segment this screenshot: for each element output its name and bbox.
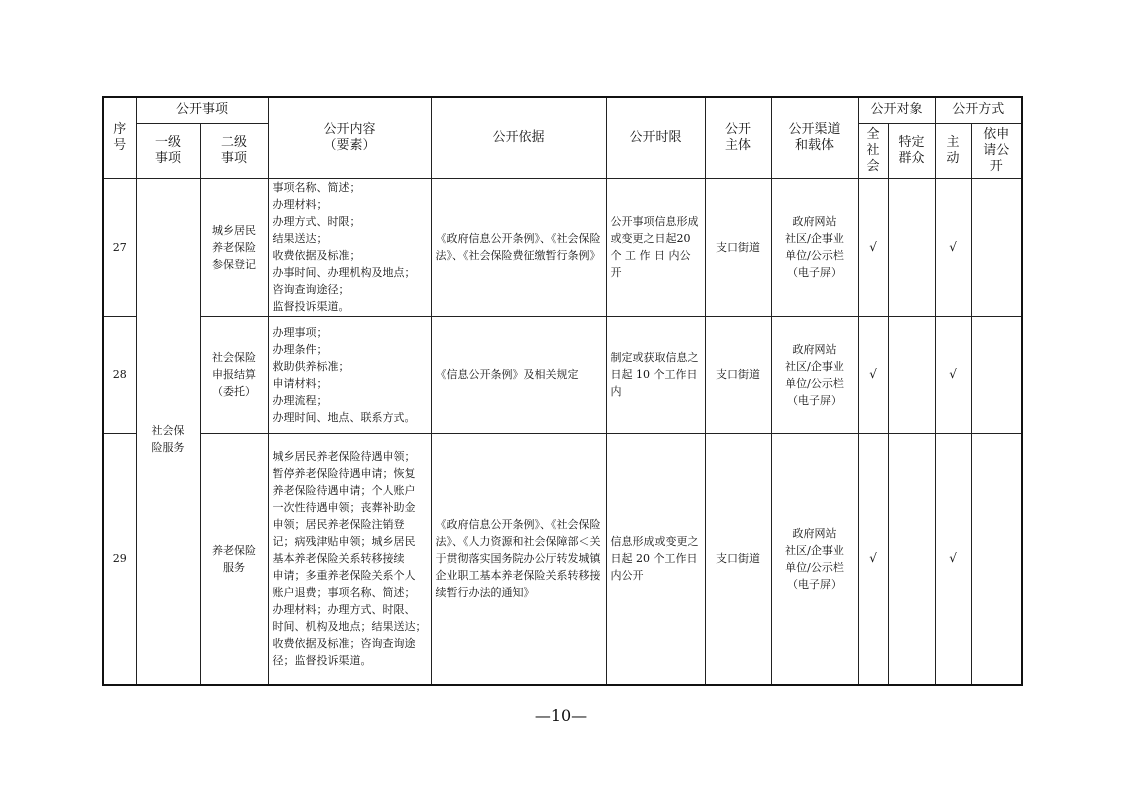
time-limit-cell: 制定或获取信息之日起 10 个工作日内 — [606, 316, 705, 433]
subject-cell: 支口街道 — [705, 316, 771, 433]
header-target-all: 全 社 会 — [858, 123, 888, 178]
level2-item: 养老保险 服务 — [200, 433, 268, 685]
method-request-mark — [971, 178, 1022, 316]
basis-cell: 《政府信息公开条例》、《社会保险法》、《人力资源和社会保障部＜关于贯彻落实国务院办公厅转发城镇企业职工基本养老保险关系转移接续暂行办法的通知》 — [431, 433, 606, 685]
level2-item: 社会保险 申报结算 （委托） — [200, 316, 268, 433]
target-specific-mark — [888, 433, 935, 685]
header-subject: 公开 主体 — [705, 97, 771, 178]
disclosure-table — [102, 96, 1023, 686]
subject-cell: 支口街道 — [705, 178, 771, 316]
header-method-active: 主 动 — [935, 123, 971, 178]
target-all-mark: √ — [858, 178, 888, 316]
table-row — [103, 316, 1022, 433]
content-cell: 事项名称、简述； 办理材料； 办理方式、时限； 结果送达； 收费依据及标准； 办事时间、办理机构及地点； 咨询查询途径； 监督投诉渠道。 — [268, 178, 431, 316]
header-time-limit: 公开时限 — [606, 97, 705, 178]
time-limit-cell: 信息形成或变更之日起 20 个工作日内公开 — [606, 433, 705, 685]
header-method: 公开方式 — [935, 97, 1022, 123]
header-channel: 公开渠道 和载体 — [771, 97, 858, 178]
method-active-mark: √ — [935, 433, 971, 685]
method-active-mark: √ — [935, 316, 971, 433]
header-index: 序 号 — [103, 97, 136, 178]
table-row — [103, 178, 1022, 316]
header-items: 公开事项 — [136, 97, 268, 123]
header-target: 公开对象 — [858, 97, 935, 123]
target-specific-mark — [888, 178, 935, 316]
header-content: 公开内容 （要素） — [268, 97, 431, 178]
header-basis: 公开依据 — [431, 97, 606, 178]
row-index: 27 — [103, 178, 136, 316]
method-request-mark — [971, 316, 1022, 433]
channel-cell: 政府网站 社区/企事业 单位/公示栏 （电子屏） — [771, 433, 858, 685]
table-body — [103, 178, 1022, 685]
table-row — [103, 433, 1022, 685]
time-limit-cell: 公开事项信息形成或变更之日起20 个 工 作 日 内公开 — [606, 178, 705, 316]
target-all-mark: √ — [858, 433, 888, 685]
subject-cell: 支口街道 — [705, 433, 771, 685]
row-index: 28 — [103, 316, 136, 433]
channel-cell: 政府网站 社区/企事业 单位/公示栏 （电子屏） — [771, 178, 858, 316]
page-number: —10— — [534, 706, 588, 725]
basis-cell: 《政府信息公开条例》、《社会保险法》、《社会保险费征缴暂行条例》 — [431, 178, 606, 316]
row-index: 29 — [103, 433, 136, 685]
header-level1: 一级 事项 — [136, 123, 200, 178]
level2-item: 城乡居民 养老保险 参保登记 — [200, 178, 268, 316]
method-active-mark: √ — [935, 178, 971, 316]
header-method-request: 依申 请公 开 — [971, 123, 1022, 178]
header-level2: 二级 事项 — [200, 123, 268, 178]
target-specific-mark — [888, 316, 935, 433]
level1-item: 社会保 险服务 — [136, 178, 200, 685]
channel-cell: 政府网站 社区/企事业 单位/公示栏 （电子屏） — [771, 316, 858, 433]
content-cell: 办理事项； 办理条件； 救助供养标准； 申请材料； 办理流程； 办理时间、地点、联系方式。 — [268, 316, 431, 433]
content-cell: 城乡居民养老保险待遇申领； 暂停养老保险待遇申请；恢复 养老保险待遇申请；个人账户 一次性待遇申领；丧葬补助金 申领；居民养老保险注销登 记；病残津贴申领；城乡居民 基本养老保险关系转移接续 申请；多重养老保险关系个人 账户退费；事项名称、简述； 办理材料；办理方式、时限、 时间、机构及地点；结果送达； 收费依据及标准；咨询查询途 径；监督投诉渠道。 — [268, 433, 431, 685]
target-all-mark: √ — [858, 316, 888, 433]
header-target-specific: 特定 群众 — [888, 123, 935, 178]
basis-cell: 《信息公开条例》及相关规定 — [431, 316, 606, 433]
method-request-mark — [971, 433, 1022, 685]
